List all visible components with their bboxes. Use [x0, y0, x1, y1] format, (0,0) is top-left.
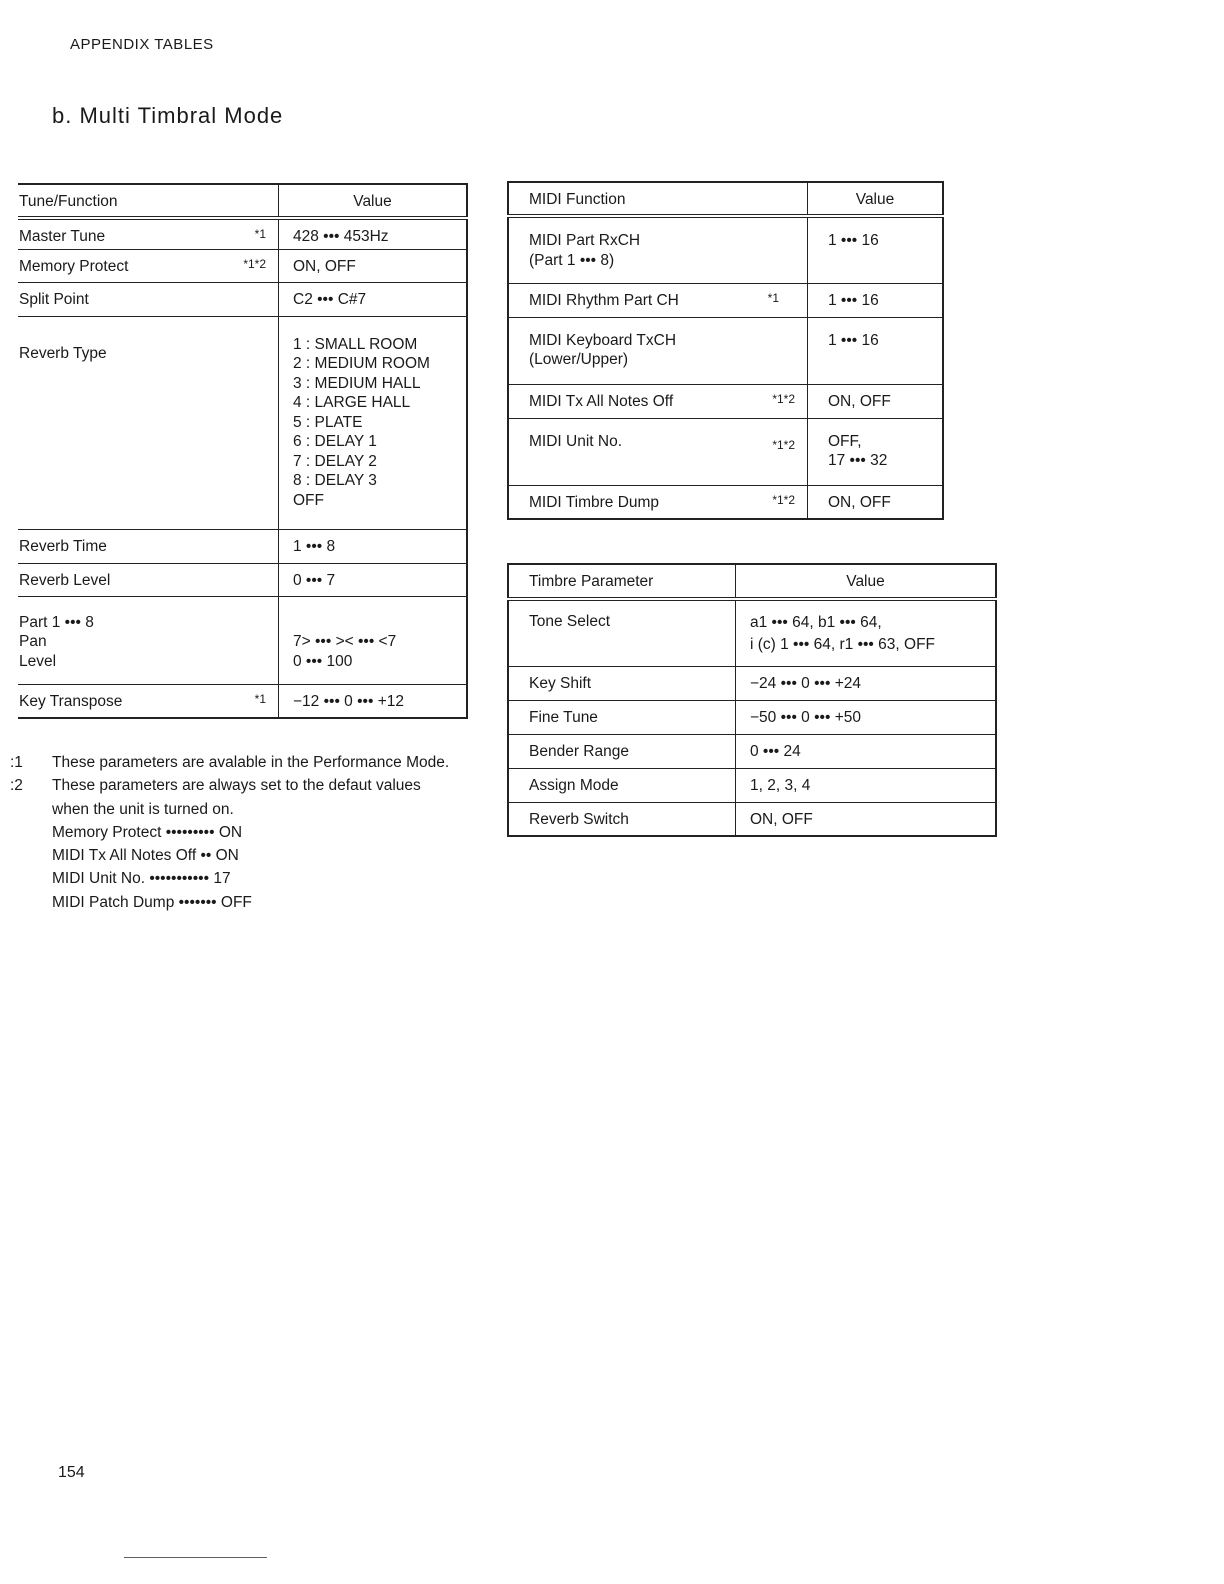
page-number: 154 — [58, 1464, 85, 1481]
row-value: 1 ••• 16 — [828, 232, 879, 249]
table-row — [18, 563, 467, 596]
footnote-mark: *1 — [254, 227, 266, 241]
row-label: Assign Mode — [529, 776, 619, 794]
table-header: Value — [855, 191, 895, 208]
row-value: 0 ••• 24 — [750, 742, 801, 760]
footnote-text: These parameters are always set to the defaut values — [52, 777, 421, 795]
row-value: 1 : SMALL ROOM 2 : MEDIUM ROOM 3 : MEDIUM HALL 4 : LARGE HALL 5 : PLATE 6 : DELAY 1 7 : DELAY 2 8 : DELAY 3 OFF — [293, 335, 430, 509]
row-value: OFF, 17 ••• 32 — [828, 432, 888, 469]
row-value: 1, 2, 3, 4 — [750, 776, 811, 794]
row-label: MIDI Rhythm Part CH — [529, 291, 679, 309]
table-header: Tune/Function — [19, 193, 118, 210]
appendix-header: APPENDIX TABLES — [70, 36, 214, 53]
row-label: Memory Protect — [19, 257, 129, 275]
row-value: −50 ••• 0 ••• +50 — [750, 708, 861, 726]
default-value-line: MIDI Unit No. ••••••••••• 17 — [52, 870, 231, 888]
footnote-2 — [10, 774, 500, 797]
row-label: Master Tune — [19, 228, 106, 245]
footnote-text: These parameters are avalable in the Performance Mode. — [52, 754, 450, 771]
table-row — [508, 317, 943, 384]
row-label: MIDI Keyboard TxCH (Lower/Upper) — [529, 331, 677, 368]
table-header: Timbre Parameter — [529, 573, 654, 590]
row-label: Reverb Type — [19, 344, 107, 362]
default-value-line: MIDI Patch Dump ••••••• OFF — [52, 893, 252, 911]
table-row — [18, 684, 467, 718]
row-value: 0 ••• 7 — [293, 571, 336, 589]
row-value: −24 ••• 0 ••• +24 — [750, 674, 861, 692]
row-value: −12 ••• 0 ••• +12 — [293, 692, 404, 710]
table-header: Value — [353, 193, 392, 210]
row-value: ON, OFF — [828, 493, 891, 511]
row-label: Key Transpose — [19, 692, 123, 710]
row-label: Fine Tune — [529, 708, 598, 726]
footnotes — [10, 751, 500, 914]
tune-function-table — [18, 183, 468, 719]
row-value: 1 ••• 16 — [828, 291, 879, 309]
row-value: 1 ••• 16 — [828, 331, 879, 349]
table-row — [508, 734, 996, 768]
row-value: C2 ••• C#7 — [293, 290, 367, 308]
timbre-parameter-table — [507, 563, 997, 837]
row-value: ON, OFF — [828, 392, 891, 410]
row-label: Part 1 ••• 8 Pan Level — [19, 613, 94, 670]
table-row — [508, 283, 943, 317]
row-label: MIDI Timbre Dump — [529, 493, 660, 511]
midi-function-table — [507, 181, 944, 520]
row-label: MIDI Tx All Notes Off — [529, 392, 674, 410]
row-label: Reverb Switch — [529, 810, 629, 828]
row-label: Key Shift — [529, 674, 592, 692]
footnote-number: :1 — [10, 754, 23, 771]
footnote-continuation: when the unit is turned on. — [52, 800, 234, 818]
default-value-line: Memory Protect ••••••••• ON — [52, 823, 243, 841]
row-label: Tone Select — [529, 613, 610, 630]
footnote-mark: *1 — [767, 290, 779, 305]
footnote-mark: *1*2 — [772, 437, 795, 452]
table-row — [508, 216, 943, 283]
row-value: 428 ••• 453Hz — [293, 228, 389, 245]
table-row — [508, 768, 996, 802]
row-value: 1 ••• 8 — [293, 537, 336, 555]
row-label: Reverb Level — [19, 571, 111, 589]
table-header: MIDI Function — [529, 191, 626, 208]
divider — [124, 1557, 267, 1558]
table-row — [508, 802, 996, 836]
row-value: ON, OFF — [750, 810, 813, 828]
table-row — [18, 218, 467, 249]
row-label: Split Point — [19, 290, 89, 308]
row-label: MIDI Part RxCH (Part 1 ••• 8) — [529, 232, 641, 269]
row-label: Bender Range — [529, 742, 629, 760]
row-label: Reverb Time — [19, 537, 107, 555]
table-row — [18, 282, 467, 316]
footnote-1 — [10, 751, 500, 774]
table-row — [508, 384, 943, 418]
footnote-number: :2 — [10, 777, 23, 795]
footnote-mark: *1 — [254, 691, 266, 706]
footnote-mark: *1*2 — [772, 391, 795, 406]
default-value-line: MIDI Tx All Notes Off •• ON — [52, 847, 239, 865]
table-row — [508, 599, 996, 666]
table-row — [18, 249, 467, 282]
footnote-mark: *1*2 — [243, 256, 266, 271]
table-row — [18, 316, 467, 529]
row-value: a1 ••• 64, b1 ••• 64, i (c) 1 ••• 64, r1 ••• 63, OFF — [750, 614, 936, 653]
table-row — [508, 418, 943, 485]
table-row — [508, 700, 996, 734]
row-value: 7> ••• >< ••• <7 0 ••• 100 — [293, 633, 397, 670]
table-row — [508, 666, 996, 700]
footnote-mark: *1*2 — [772, 492, 795, 507]
row-value: ON, OFF — [293, 257, 356, 275]
row-label: MIDI Unit No. — [529, 432, 623, 450]
section-title: b. Multi Timbral Mode — [52, 103, 284, 128]
table-row — [508, 485, 943, 519]
table-row — [18, 596, 467, 684]
table-row — [18, 529, 467, 563]
table-header: Value — [846, 573, 885, 590]
